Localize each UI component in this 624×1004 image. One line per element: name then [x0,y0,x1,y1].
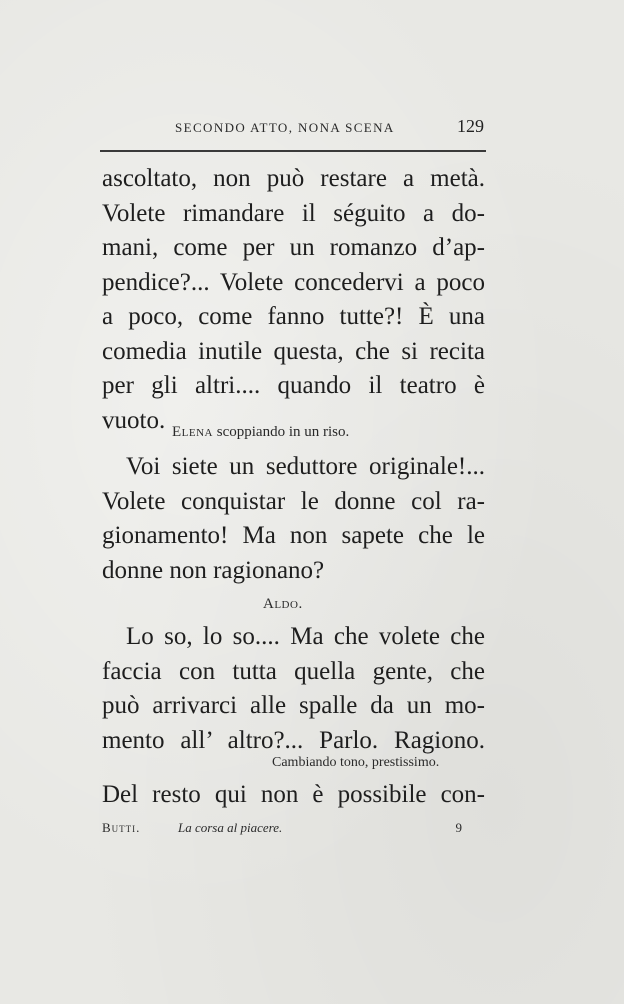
text-line: mani, come per un romanzo d’ap- [102,234,485,261]
text-line: Del resto qui non è possibile con- [102,781,485,808]
running-head [100,116,488,142]
text-line: Volete conquistar le donne col ra- [102,487,485,515]
stage-direction-text: scoppiando in un riso. [216,424,350,440]
text-line: per gli altri.... quando il teatro è [102,372,485,399]
passage-4 [102,778,485,813]
stage-direction-elena [172,424,349,441]
text-line: vuoto. [102,406,166,434]
page-number: 129 [457,116,484,136]
text-line: pendice?... Volete concedervi a poco [102,268,485,296]
text-line: faccia con tutta quella gente, che [102,657,485,685]
speaker-name: Aldo. [263,596,303,612]
text-line: mento all’ altro?... Parlo. Ragiono. [102,726,485,754]
footer-author: Butti. [102,820,141,835]
footer-book-title: La corsa al piacere. [178,820,283,835]
text-line: gionamento! Ma non sapete che le [102,522,485,549]
text-line: donne non ragionano? [102,556,325,584]
running-title: SECONDO ATTO, NONA SCENA [175,120,395,135]
text-line: ascoltato, non può restare a metà. [102,165,485,192]
header-rule [100,150,486,152]
text-line: Volete rimandare il séguito a do- [102,199,485,227]
page-footer [102,818,462,842]
text-line: Lo so, lo so.... Ma che volete che [126,623,485,650]
passage-3 [102,620,485,758]
speaker-name: Elena [172,424,213,440]
stage-direction-text: Cambiando tono, prestissimo. [272,755,440,770]
stage-direction-aldo [263,596,303,613]
signature-mark: 9 [455,820,462,835]
stage-direction-tone [272,755,439,771]
text-line: può arrivarci alle spalle da un mo- [102,692,485,719]
text-line: Voi siete un seduttore originale!... [126,453,485,480]
text-line: a poco, come fanno tutte?! È una [102,303,485,330]
passage-2 [102,450,485,588]
passage-1 [102,162,485,438]
text-line: comedia inutile questa, che si recita [102,337,485,365]
